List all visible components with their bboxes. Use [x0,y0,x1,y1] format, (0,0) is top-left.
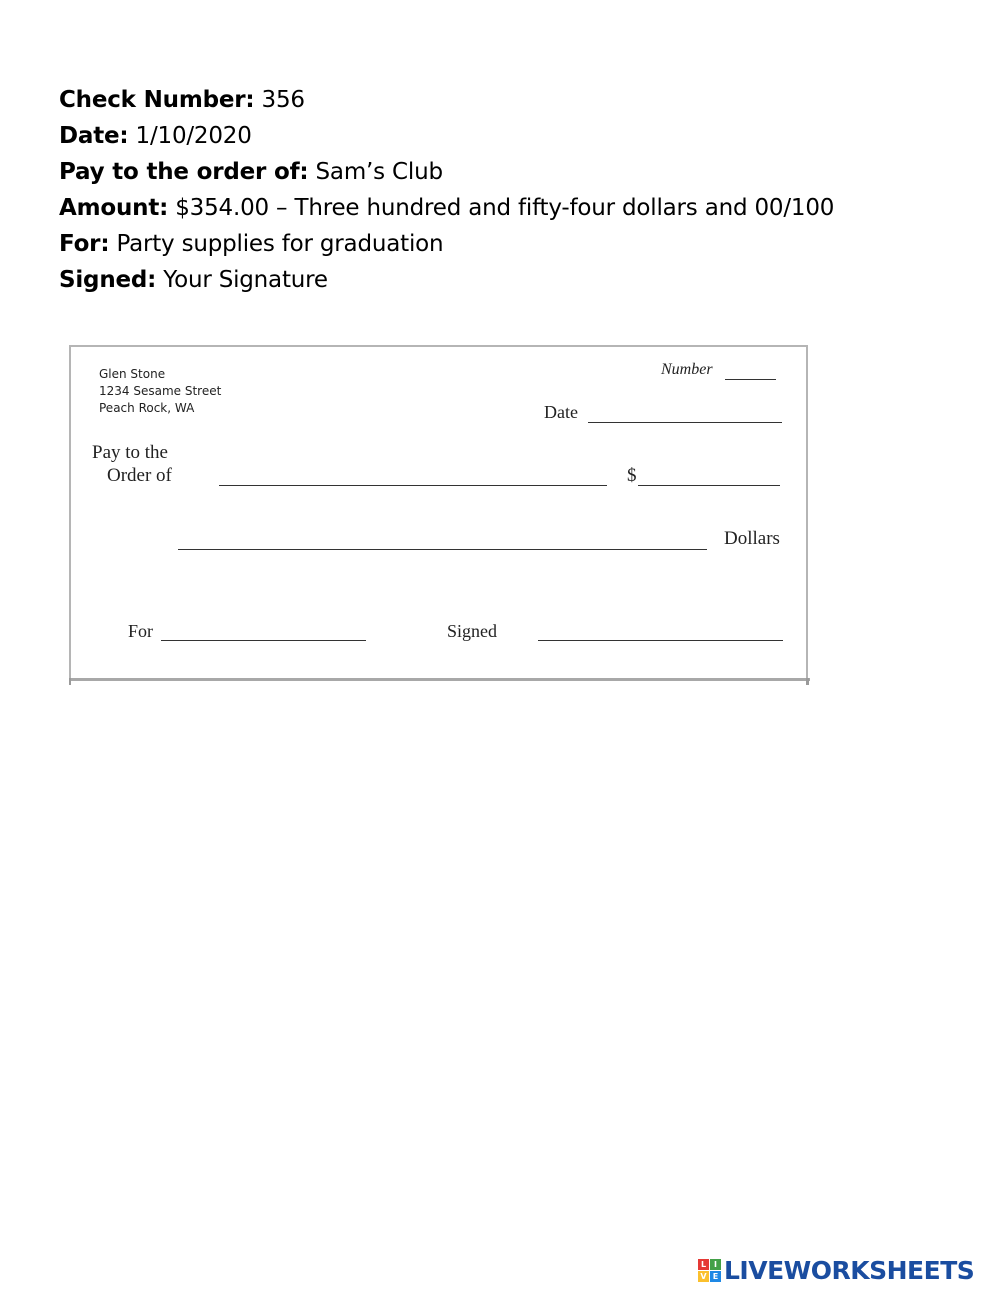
amount-words-field[interactable] [178,549,707,550]
payer-name: Glen Stone [99,367,166,381]
pay-to-row [59,154,834,190]
payer-street: 1234 Sesame Street [99,384,222,398]
number-field[interactable] [725,379,776,380]
pay-to-the-label: Pay to the [92,442,168,463]
amount-value: $354.00 – Three hundred and fifty-four dollars and 00/100 [175,195,835,221]
date-field[interactable] [588,422,782,423]
for-row [59,226,834,262]
dollars-label: Dollars [724,528,780,549]
payee-field[interactable] [219,485,607,486]
check-bottom-edge [69,678,810,681]
amount-label: Amount: [59,195,169,221]
dollar-sign: $ [627,465,637,486]
check-number-label: Check Number: [59,87,255,113]
check-number-value: 356 [261,87,305,113]
for-value: Party supplies for graduation [116,231,444,257]
logo-cell-l: L [698,1259,709,1270]
order-of-label: Order of [107,465,172,486]
date-value: 1/10/2020 [135,123,252,149]
liveworksheets-logo [698,1255,974,1285]
check-bottom-left-tick [69,678,71,685]
logo-cell-e: E [710,1271,721,1282]
payer-address [99,366,221,417]
amount-numeric-field[interactable] [638,485,780,486]
date-label: Date: [59,123,129,149]
signed-value: Your Signature [163,267,328,293]
check-number-row [59,82,834,118]
amount-row [59,190,834,226]
pay-to-value: Sam’s Club [315,159,443,185]
logo-cell-i: I [710,1259,721,1270]
logo-icon [698,1259,721,1282]
blank-check [69,345,808,678]
signed-field-label: Signed [447,621,498,641]
pay-to-label: Pay to the order of: [59,159,309,185]
signed-label: Signed: [59,267,157,293]
signed-row [59,262,834,298]
check-instructions [59,82,834,298]
logo-cell-v: V [698,1271,709,1282]
date-row [59,118,834,154]
number-label: Number [661,361,713,378]
payer-city: Peach Rock, WA [99,401,195,415]
date-field-label: Date [544,402,578,422]
for-label: For: [59,231,110,257]
check-bottom-right-tick [806,678,809,685]
signature-field[interactable] [538,640,783,641]
memo-field[interactable] [161,640,366,641]
memo-label: For [128,621,154,641]
brand-name: LIVEWORKSHEETS [724,1255,975,1285]
